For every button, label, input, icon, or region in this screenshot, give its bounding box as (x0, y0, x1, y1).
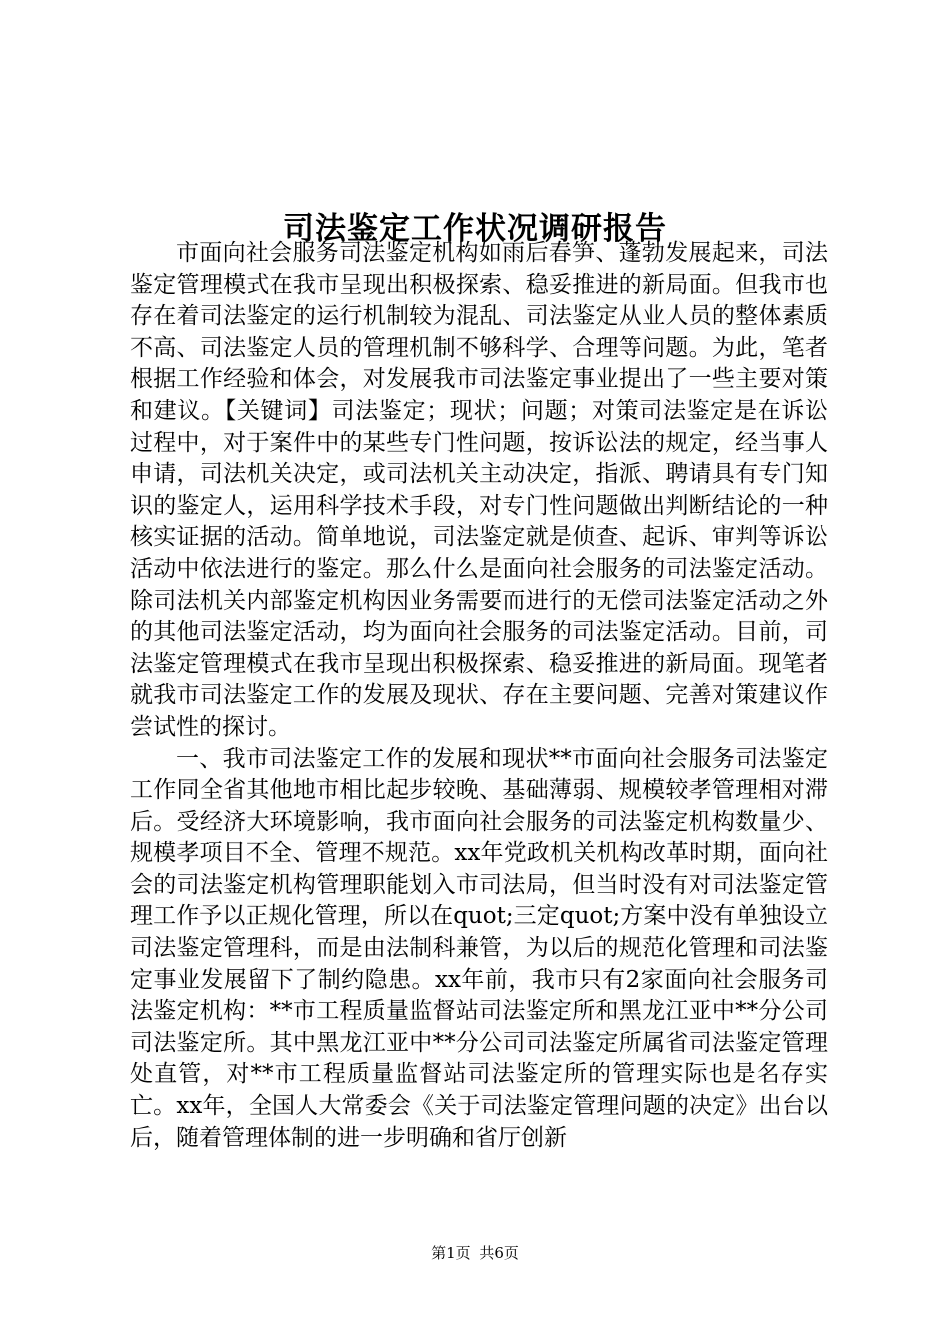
body-paragraph: 一、我市司法鉴定工作的发展和现状**市面向社会服务司法鉴定工作同全省其他地市相比起步较晚、基础薄弱、规模较孝管理相对滞后。受经济大环境影响，我市面向社会服务的司法鉴定机构数量少、规模孝项目不全、管理不规范。xx年党政机关机构改革时期，面向社会的司法鉴定机构管理职能划入市司法局，但当时没有对司法鉴定管理工作予以正规化管理，所以在quot;三定quot;方案中没有单独设立司法鉴定管理科，而是由法制科兼管，为以后的规范化管理和司法鉴定事业发展留下了制约隐患。xx年前，我市只有2家面向社会服务司法鉴定机构：**市工程质量监督站司法鉴定所和黑龙江亚中**分公司司法鉴定所。其中黑龙江亚中**分公司司法鉴定所属省司法鉴定管理处直管，对**市工程质量监督站司法鉴定所的管理实际也是名存实亡。xx年，全国人大常委会《关于司法鉴定管理问题的决定》出台以后，随着管理体制的进一步明确和省厅创新 (130, 745, 828, 1151)
page-total: 共6页 (479, 1244, 519, 1262)
body-paragraph: 市面向社会服务司法鉴定机构如雨后春笋、蓬勃发展起来，司法鉴定管理模式在我市呈现出积极探索、稳妥推进的新局面。但我市也存在着司法鉴定的运行机制较为混乱、司法鉴定从业人员的整体素质不高、司法鉴定人员的管理机制不够科学、合理等问题。为此，笔者根据工作经验和体会，对发展我市司法鉴定事业提出了一些主要对策和建议。【关键词】司法鉴定；现状；问题；对策司法鉴定是在诉讼过程中，对于案件中的某些专门性问题，按诉讼法的规定，经当事人申请，司法机关决定，或司法机关主动决定，指派、聘请具有专门知识的鉴定人，运用科学技术手段，对专门性问题做出判断结论的一种核实证据的活动。简单地说，司法鉴定就是侦查、起诉、审判等诉讼活动中依法进行的鉴定。那么什么是面向社会服务的司法鉴定活动。除司法机关内部鉴定机构因业务需要而进行的无偿司法鉴定活动之外的其他司法鉴定活动，均为面向社会服务的司法鉴定活动。目前，司法鉴定管理模式在我市呈现出积极探索、稳妥推进的新局面。现笔者就我市司法鉴定工作的发展及现状、存在主要问题、完善对策建议作尝试性的探讨。 (130, 240, 828, 740)
page-number: 第1页 (431, 1244, 471, 1262)
page-footer (0, 1243, 950, 1263)
document-body (130, 238, 828, 1154)
document-title: 司法鉴定工作状况调研报告 (283, 210, 667, 247)
